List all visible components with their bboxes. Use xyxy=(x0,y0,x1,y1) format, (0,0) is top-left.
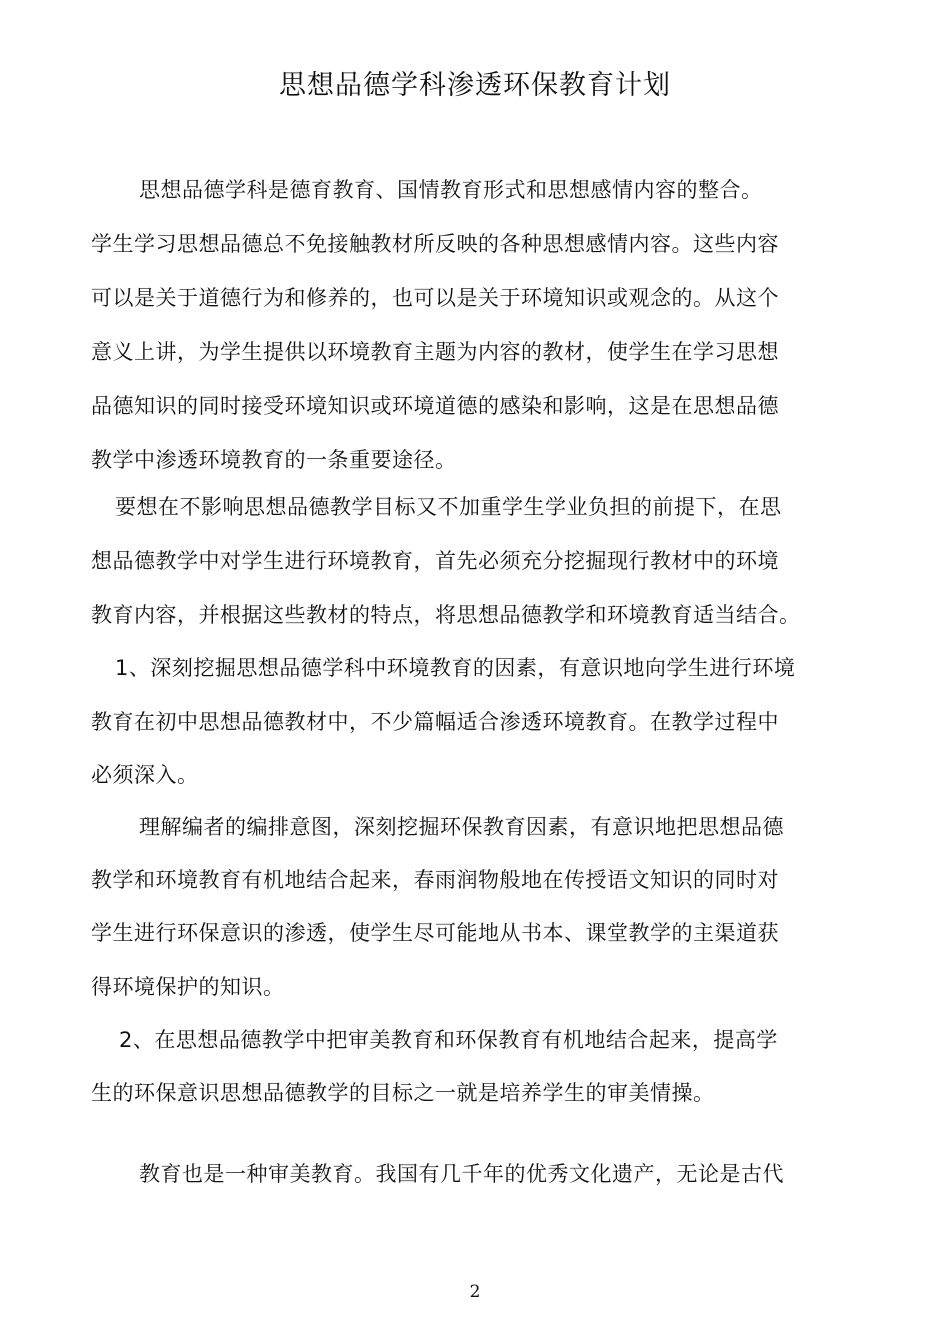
text-line: 生的环保意识思想品德教学的目标之一就是培养学生的审美情操。 xyxy=(91,1081,715,1105)
text-line: 教育内容，并根据这些教材的特点，将思想品德教学和环境教育适当结合。 xyxy=(91,603,801,627)
text-line: 品德知识的同时接受环境知识或环境道德的感染和影响，这是在思想品德 xyxy=(91,394,779,418)
text-line: 可以是关于道德行为和修养的，也可以是关于环境知识或观念的。从这个 xyxy=(91,286,779,310)
text-line: 教育也是一种审美教育。我国有几千年的优秀文化遗产，无论是古代 xyxy=(139,1162,784,1186)
text-line: 得环境保护的知识。 xyxy=(91,975,285,999)
document-title: 思想品德学科渗透环保教育计划 xyxy=(279,70,671,101)
text-line: 学生进行环保意识的渗透，使学生尽可能地从书本、课堂教学的主渠道获 xyxy=(91,921,779,945)
text-line: 教育在初中思想品德教材中，不少篇幅适合渗透环境教育。在教学过程中 xyxy=(91,710,779,734)
text-line: 2、在思想品德教学中把审美教育和环保教育有机地结合起来，提高学 xyxy=(119,1028,778,1052)
text-line: 教学中渗透环境教育的一条重要途径。 xyxy=(91,448,457,472)
text-line: 学生学习思想品德总不免接触教材所反映的各种思想感情内容。这些内容 xyxy=(91,232,779,256)
text-line: 教学和环境教育有机地结合起来，春雨润物般地在传授语文知识的同时对 xyxy=(91,868,779,892)
page-number: 2 xyxy=(469,1282,481,1302)
text-line: 理解编者的编排意图，深刻挖掘环保教育因素，有意识地把思想品德 xyxy=(139,815,784,839)
text-line: 1、深刻挖掘思想品德学科中环境教育的因素，有意识地向学生进行环境 xyxy=(115,656,796,680)
text-line: 意义上讲，为学生提供以环境教育主题为内容的教材，使学生在学习思想 xyxy=(91,340,779,364)
text-line: 必须深入。 xyxy=(91,763,199,787)
text-line: 要想在不影响思想品德教学目标又不加重学生学业负担的前提下，在思 xyxy=(115,495,782,519)
text-line: 想品德教学中对学生进行环境教育，首先必须充分挖掘现行教材中的环境 xyxy=(91,549,779,573)
text-line: 思想品德学科是德育教育、国情教育形式和思想感情内容的整合。 xyxy=(139,178,763,202)
